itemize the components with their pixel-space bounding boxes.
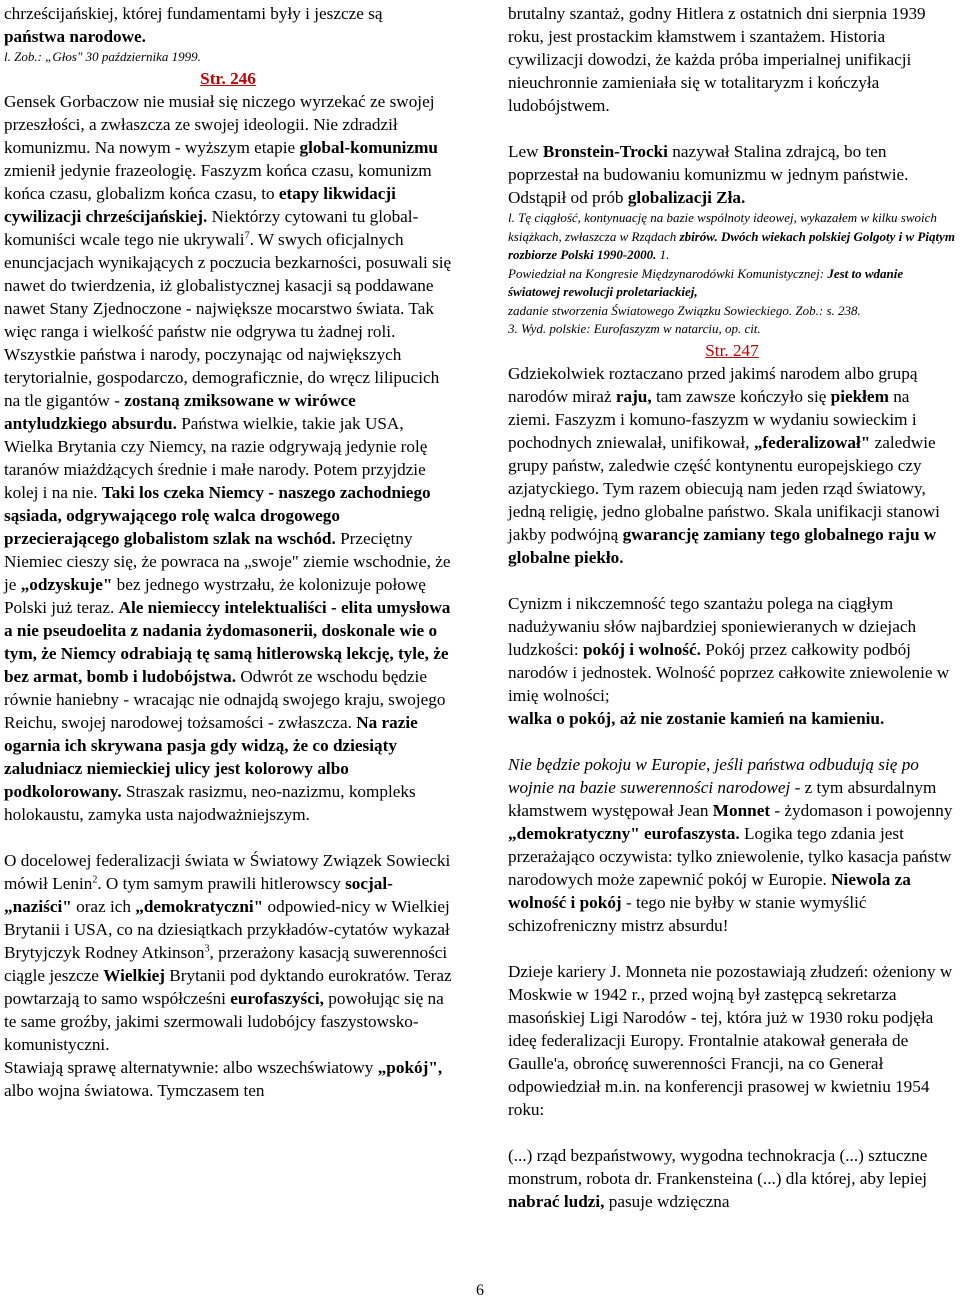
paragraph: brutalny szantaż, godny Hitlera z ostatnich dni sierpnia 1939 roku, jest prostackim kłamstwem i szantażem. Historia cywilizacji dowodzi, że każda próba imperialnej unifikacji nieuchronnie zamieniała się w totalitaryzm i kończyła ludobójstwem. <box>508 4 926 115</box>
page-marker-246: Str. 246 <box>200 68 256 88</box>
paragraph: Lew Bronstein-Trocki nazywał Stalina zdrajcą, bo ten poprzestał na budowaniu komunizmu w jednym państwie. Odstąpił od prób globalizacji Zła. <box>508 142 909 207</box>
paragraph: Nie będzie pokoju w Europie, jeśli państwa odbudują się po wojnie na bazie suwerenności narodowej - z tym absurdalnym kłamstwem występował Jean Monnet - żydomason i powojenny „demokratyczny" eurofaszysta. Logika tego zdania jest przerażająco oczywista: tylko zniewolenie, tylko kasacja państw narodowych może zapewnić pokój w Europie. Niewola za wolność i pokój - tego nie byłby w stanie wymyślić schizofreniczny mistrz absurdu! <box>508 754 953 935</box>
paragraph: Gdziekolwiek roztaczano przed jakimś narodem albo grupą narodów miraż raju, tam zawsze kończyło się piekłem na ziemi. Faszyzm i komuno-faszyzm w wydaniu sowieckim i pochodnych zniewalał, unifikował, „federalizował" zaledwie grupy państw, zaledwie część kontynentu europejskiego czy azjatyckiego. Tym razem obiecują nam jeden rząd światowy, jedną religię, jedno globalne państwo. Skala unifikacji stanowi jakby podwójną gwarancję zamiany tego globalnego raju w globalne piekło. <box>508 363 940 567</box>
footnote-reference: l. Zob.: „Głos" 30 października 1999. <box>4 49 201 64</box>
right-column <box>508 2 956 1213</box>
paragraph: Cynizm i nikczemność tego szantażu polega na ciągłym nadużywaniu słów najbardziej sponiewieranych w dziejach ludzkości: pokój i wolność. Pokój przez całkowity podbój narodów i jednostek. Wolność poprzez całkowite zniewolenie w imię wolności; walka o pokój, aż nie zostanie kamień na kamieniu. <box>508 593 950 728</box>
footnote-2: Powiedział na Kongresie Międzynarodówki Komunistycznej: Jest to wdanie światowej rewolucji proletariackiej, zadanie stworzenia Światowego Związku Sowieckiego. Zob.: s. 238. <box>508 265 904 318</box>
page-number: 6 <box>476 1282 484 1299</box>
paragraph: O docelowej federalizacji świata w Światowy Związek Sowiecki mówił Lenin$^2$. O tym samym prawili hitlerowscy socjal-„naziści" oraz ich „demokratyczni" odpowied-nicy w Wielkiej Brytanii i USA, co na dziesiątkach przykładów-cytatów wykazał Brytyjczyk Rodney Atkinson$^3$, przerażony kasacją suwerenności ciągle jeszcze Wielkiej Brytanii pod dyktando eurokratów. Teraz powtarzają to samo współcześni eurofaszyści, powołując się na te same groźby, jakimi szermowali ludobójcy faszystowsko-komunistyczni. <box>4 850 452 1054</box>
paragraph: Stawiają sprawę alternatywnie: albo wszechświatowy „pokój", albo wojna światowa. Tymczasem ten <box>4 1057 443 1100</box>
paragraph: (...) rząd bezpaństwowy, wygodna technokracja (...) sztuczne monstrum, robota dr. Frankensteina (...) dla której, aby lepiej nabrać ludzi, pasuje wdzięczna <box>508 1145 928 1211</box>
left-column <box>4 2 452 1102</box>
footnote-1: l. Tę ciągłość, kontynuację na bazie wspólnoty ideowej, wykazałem w kilku swoich książkach, zwłaszcza w Rządach zbirów. Dwóch wiekach polskiej Golgoty i w Piątym rozbiorze Polski 1990-2000. 1. <box>508 210 955 262</box>
paragraph: Gensek Gorbaczow nie musiał się niczego wyrzekać ze swojej przeszłości, a zwłaszcza ze swojej ideologii. Nie zdradził komunizmu. Na nowym - wyższym etapie global-komunizmu zmienił jedynie frazeologię. Faszyzm końca czasu, komunizm końca czasu, globalizm końca czasu, to etapy likwidacji cywilizacji chrześcijańskiej. Niektórzy cytowani tu global-komuniści wcale tego nie ukrywali$^7$. W swych oficjalnych enuncjacjach wynikających z poczucia bezkarności, posuwali się nawet do twierdzenia, iż globalistycznej kasacji są poddawane nawet Stany Zjednoczone - największe mocarstwo świata. Tak więc ranga i wielkość państw nie odgrywa tu żadnej roli. Wszystkie państwa i narody, poczynając od największych terytorialnie, gospodarczo, demograficznie, do wręcz lilipucich na tle gigantów - zostaną zmiksowane w wirówce antyludzkiego absurdu. Państwa wielkie, takie jak USA, Wielka Brytania czy Niemcy, na razie odgrywają jedynie rolę taranów miażdżących średnie i małe narody. Potem przyjdzie kolej i na nie. Taki los czeka Niemcy - naszego zachodniego sąsiada, odgrywającego rolę walca drogowego przecierającego globalistom szlak na wschód. Przeciętny Niemiec cieszy się, że powraca na „swoje" ziemie wschodnie, że je „odzyskuje" bez jednego wystrzału, że kolonizuje połowę Polski już teraz. Ale niemieccy intelektualiści - elita umysłowa a nie pseudoelita z nadania żydomasonerii, doskonale wie o tym, że Niemcy odrabiają tę samą hitlerowską lekcję, tyle, że bez armat, bomb i ludobójstwa. Odwrót ze wschodu będzie równie haniebny - wracając nie odnajdą swojego kraju, swojego Reichu, swojej narodowej tożsamości - zwłaszcza. Na razie ogarnia ich skrywana pasja gdy widzą, że co dziesiąty zaludniacz niemieckiej ulicy jest kolorowy albo podkolorowany. Straszak rasizmu, neo-nazizmu, kompleks holokaustu, zamyka usta najodważniejszym. <box>4 91 452 824</box>
paragraph: Dzieje kariery J. Monneta nie pozostawiają złudzeń: ożeniony w Moskwie w 1942 r., przed wojną był zastępcą sekretarza masońskiej Ligi Narodów - tej, która już w 1930 roku podjęła ideę federalizacji Europy. Frontalnie atakował generała de Gaulle'a, obrońcę suwerenności Francji, na co Generał odpowiedział m.in. na konferencji prasowej w kwietniu 1954 roku: <box>508 961 953 1119</box>
paragraph: chrześcijańskiej, której fundamentami były i jeszcze są państwa narodowe. <box>4 4 383 46</box>
page-marker-247: Str. 247 <box>705 340 759 360</box>
footnote-3: 3. Wyd. polskie: Eurofaszyzm w natarciu, op. cit. <box>508 321 761 336</box>
